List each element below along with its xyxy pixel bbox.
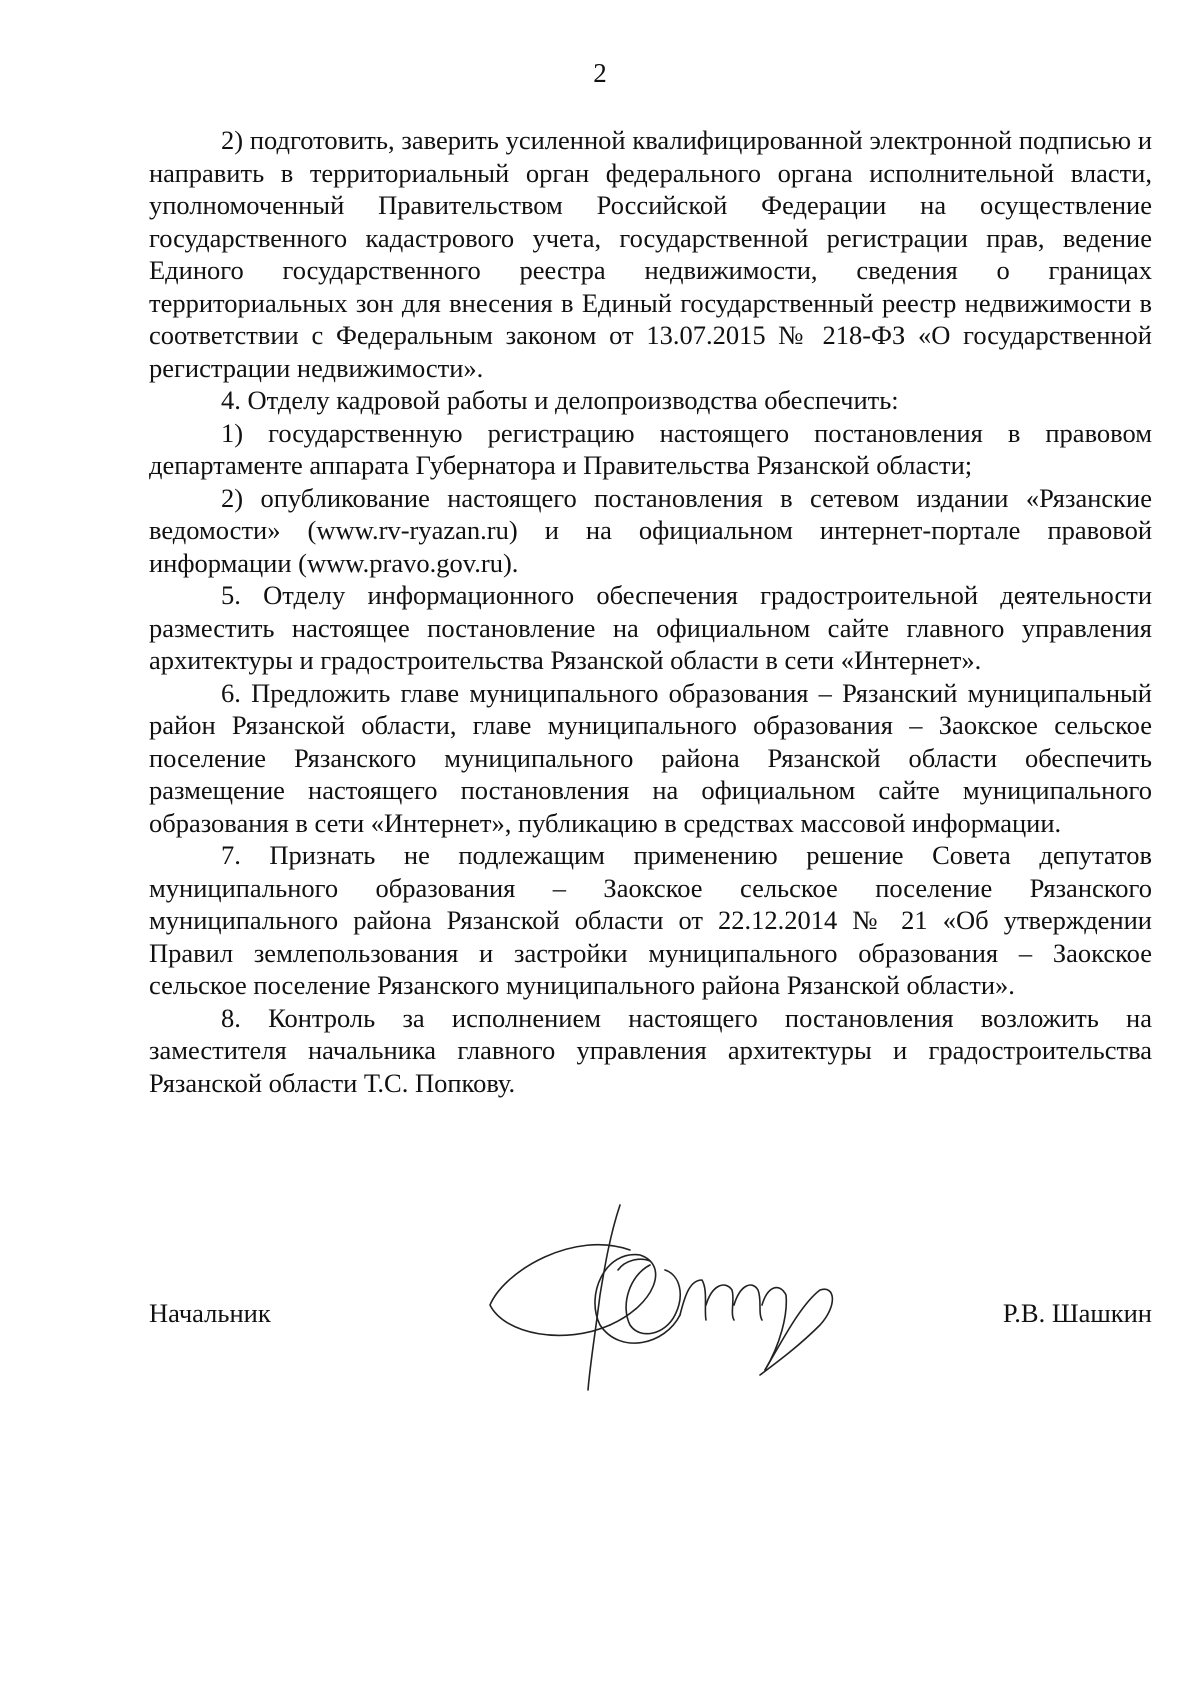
paragraph-clause-5: 5. Отделу информационного обеспечения градостроительной деятельности разместить настоящее постановление на официальном сайте главного управления архитектуры и градостроительства Рязанской области в сети «Интернет».: [149, 580, 1152, 675]
page-number: 2: [593, 58, 607, 88]
signatory-name: Р.В. Шашкин: [1002, 1298, 1152, 1328]
paragraph-clause-6: 6. Предложить главе муниципального образования – Рязанский муниципальный район Рязанской области, главе муниципального образования – Заокское сельское поселение Рязанского муниципального района Рязанской области обеспечить размещение настоящего постановления на официальном сайте муниципального образования в сети «Интернет», публикацию в средствах массовой информации.: [149, 677, 1152, 838]
document-body: [149, 124, 1152, 1099]
paragraph-clause-8: 8. Контроль за исполнением настоящего постановления возложить на заместителя начальника главного управления архитектуры и градостроительства Рязанской области Т.С. Попкову.: [149, 1002, 1152, 1098]
paragraph-item-2-submit-boundaries: 2) подготовить, заверить усиленной квалифицированной электронной подписью и направить в территориальный орган федерального органа исполнительной власти, уполномоченный Правительством Российской Федерации на осуществление государственного кадастрового учета, государственной регистрации прав, ведение Единого государственного реестра недвижимости, сведения о границах территориальных зон для внесения в Единый государственный реестр недвижимости в соответствии с Федеральным законом от 13.07.2015 № 218-ФЗ «О государственной регистрации недвижимости».: [149, 125, 1152, 383]
paragraph-clause-4-item-1: 1) государственную регистрацию настоящего постановления в правовом департаменте аппарата Губернатора и Правительства Рязанской области;: [149, 417, 1152, 480]
paragraph-clause-4-heading: 4. Отделу кадровой работы и делопроизводства обеспечить:: [221, 385, 899, 415]
handwritten-signature: [480, 1195, 850, 1395]
signatory-title: Начальник: [149, 1298, 271, 1328]
paragraph-clause-7: 7. Признать не подлежащим применению решение Совета депутатов муниципального образования – Заокское сельское поселение Рязанского муниципального района Рязанской области от 22.12.2014 № 21 «Об утверждении Правил землепользования и застройки муниципального образования – Заокское сельское поселение Рязанского муниципального района Рязанской области».: [149, 840, 1152, 1000]
paragraph-clause-4-item-2: 2) опубликование настоящего постановления в сетевом издании «Рязанские ведомости» (www.rv-ryazan.ru) и на официальном интернет-портале правовой информации (www.pravo.gov.ru).: [149, 482, 1152, 578]
